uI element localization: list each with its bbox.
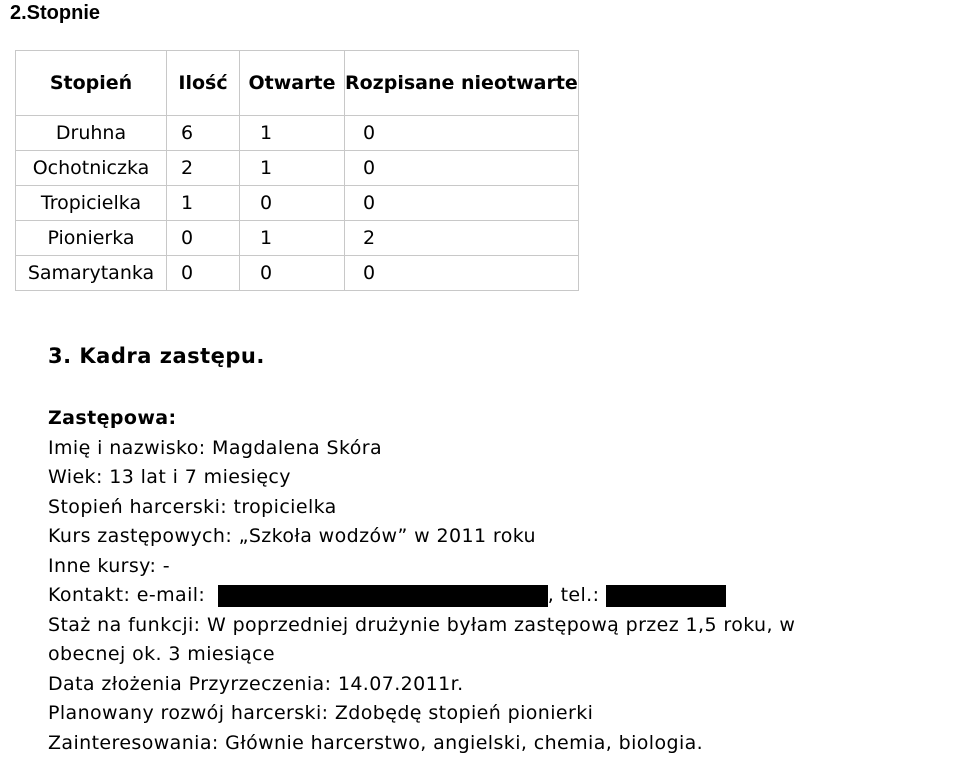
header-otwarte: Otwarte <box>240 51 345 116</box>
grades-table <box>15 50 579 291</box>
cell-grade: Samarytanka <box>16 256 167 291</box>
other-courses-line <box>48 552 953 582</box>
phone-redacted <box>606 585 726 607</box>
table-row <box>16 116 579 151</box>
cell-open: 1 <box>240 116 345 151</box>
promise-value: 14.07.2011r. <box>338 673 464 695</box>
name-label: Imię i nazwisko: <box>48 437 206 459</box>
cell-open: 1 <box>240 221 345 256</box>
plan-value: Zdobędę stopień pionierki <box>335 702 593 724</box>
cell-unopened: 0 <box>345 256 579 291</box>
table-row <box>16 151 579 186</box>
age-label: Wiek: <box>48 466 103 488</box>
cell-count: 6 <box>167 116 240 151</box>
cell-open: 1 <box>240 151 345 186</box>
contact-separator: , tel.: <box>548 584 600 606</box>
contact-line <box>48 581 953 611</box>
table-row <box>16 256 579 291</box>
promise-label: Data złożenia Przyrzeczenia: <box>48 673 331 695</box>
cell-count: 0 <box>167 221 240 256</box>
cell-count: 2 <box>167 151 240 186</box>
plan-label: Planowany rozwój harcerski: <box>48 702 328 724</box>
cell-unopened: 2 <box>345 221 579 256</box>
table-row <box>16 221 579 256</box>
rank-value: tropicielka <box>234 496 337 518</box>
section-3-heading: 3. Kadra zastępu. <box>48 344 265 368</box>
tenure-label: Staż na funkcji: <box>48 614 200 636</box>
plan-line <box>48 699 953 729</box>
course-line <box>48 522 953 552</box>
rank-line <box>48 493 953 523</box>
cell-unopened: 0 <box>345 151 579 186</box>
name-value: Magdalena Skóra <box>212 437 382 459</box>
patrol-leader-profile <box>48 404 953 758</box>
cell-grade: Tropicielka <box>16 186 167 221</box>
cell-grade: Ochotniczka <box>16 151 167 186</box>
cell-count: 0 <box>167 256 240 291</box>
course-label: Kurs zastępowych: <box>48 525 232 547</box>
rank-label: Stopień harcerski: <box>48 496 227 518</box>
interests-label: Zainteresowania: <box>48 732 219 754</box>
cell-grade: Druhna <box>16 116 167 151</box>
name-line <box>48 434 953 464</box>
course-value: „Szkoła wodzów” w 2011 roku <box>239 525 536 547</box>
table-row <box>16 186 579 221</box>
cell-open: 0 <box>240 256 345 291</box>
tenure-line <box>48 611 953 641</box>
section-2-heading: 2.Stopnie <box>10 0 100 26</box>
other-courses-label: Inne kursy: <box>48 555 156 577</box>
cell-open: 0 <box>240 186 345 221</box>
cell-grade: Pionierka <box>16 221 167 256</box>
cell-unopened: 0 <box>345 116 579 151</box>
table-header-row <box>16 51 579 116</box>
email-redacted <box>218 585 548 607</box>
tenure-value: W poprzedniej drużynie byłam zastępową przez 1,5 roku, w <box>207 614 795 636</box>
cell-unopened: 0 <box>345 186 579 221</box>
tenure-line-continued: obecnej ok. 3 miesiące <box>48 640 953 670</box>
header-ilosc: Ilość <box>167 51 240 116</box>
age-value: 13 lat i 7 miesięcy <box>109 466 291 488</box>
role-label: Zastępowa: <box>48 404 953 434</box>
other-courses-value: - <box>163 555 170 577</box>
promise-line <box>48 670 953 700</box>
cell-count: 1 <box>167 186 240 221</box>
contact-label: Kontakt: e-mail: <box>48 584 205 606</box>
header-stopien: Stopień <box>16 51 167 116</box>
interests-line <box>48 729 953 758</box>
age-line <box>48 463 953 493</box>
header-rozpisane: Rozpisane nieotwarte <box>345 51 579 116</box>
interests-value: Głównie harcerstwo, angielski, chemia, biologia. <box>225 732 703 754</box>
